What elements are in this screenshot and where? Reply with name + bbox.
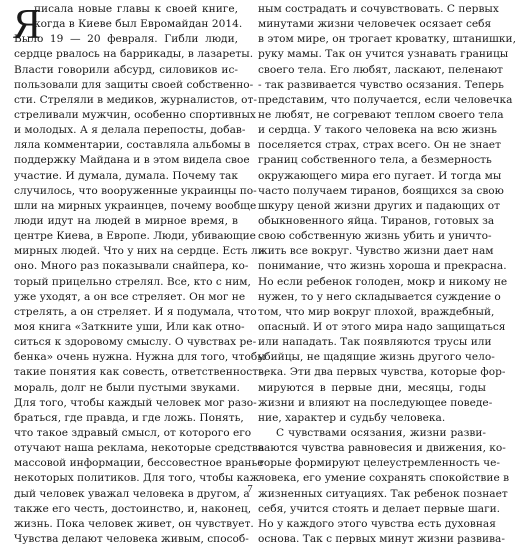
text-line: жизненных ситуациях. Так ребенок познает — [258, 487, 508, 500]
text-line: не любят, не согревают теплом своего тела — [258, 108, 504, 121]
text-line: Чувства делают человека живым, способ- — [14, 532, 249, 545]
text-line: жить все вокруг. Чувство жизни дает нам — [258, 245, 494, 258]
text-line: торые формируют целеустремленность че- — [258, 457, 500, 470]
text-line: убийцы, не щадящие жизнь другого чело- — [258, 351, 495, 364]
text-line: некоторых политиков. Для того, чтобы каж- — [14, 472, 263, 485]
text-line: С чувствами осязания, жизни разви- — [276, 426, 486, 439]
text-line: моя книга «Заткните уши, Или как отно- — [14, 320, 245, 333]
text-line: и сердца. У такого человека на всю жизнь — [258, 124, 497, 137]
text-line: том, что мир вокруг плохой, враждебный, — [258, 305, 495, 318]
text-line: такие понятия как совесть, ответственность, — [14, 366, 268, 379]
text-line: и молодых. А я делала перепосты, добав- — [14, 124, 246, 137]
text-line: - так развивается чувство осязания. Теперь — [258, 78, 504, 91]
left-column — [13, 2, 268, 547]
text-line: мораль, долг не были пустыми звуками. — [14, 381, 240, 394]
text-line: ловека, его умение сохранять спокойствие в — [258, 472, 510, 485]
text-line: себя, учится стоять и делает первые шаги. — [258, 502, 501, 515]
text-line: понимание, что жизнь хороша и прекрасна. — [258, 260, 507, 273]
text-line: отучают наша реклама, некоторые средства — [14, 442, 265, 455]
text-line: оно. Много раз показывали снайпера, ко- — [14, 260, 249, 273]
text-line: что такое здравый смысл, от которого его — [14, 426, 252, 439]
text-line: жизнь. Пока человек живет, он чувствует. — [14, 517, 254, 530]
text-line: мируются в первые дни, месяцы, годы — [258, 381, 486, 394]
text-line: люди идут на людей в мирное время, в — [14, 214, 238, 227]
text-line: ным сострадать и сочувствовать. С первых — [258, 3, 499, 15]
text-line: пользовали для защиты своей собственно- — [14, 78, 254, 91]
text-line: уже уходят, а он все стреляет. Он мог не — [14, 290, 246, 303]
text-line: Было 19 — 20 февраля. Гибли люди, — [14, 33, 238, 46]
text-line: писала новые главы к своей книге, — [34, 3, 238, 15]
right-column — [258, 2, 516, 547]
text-line: свою собственную жизнь убить и уничто- — [258, 230, 492, 243]
text-line: мирных людей. Что у них на сердце. Есть ли — [14, 245, 265, 258]
text-line: минутами жизни человечек осязает себя — [258, 18, 492, 31]
text-line: границ собственного тела, а безмерность — [258, 154, 492, 167]
text-line: в этом мире, он трогает кроватку, штанишки, — [258, 33, 516, 46]
text-line: опасный. И от этого мира надо защищаться — [258, 320, 506, 333]
text-line: или нападать. Так появляются трусы или — [258, 336, 492, 349]
text-line: дый человек уважал человека в другом, а — [14, 487, 250, 500]
text-line: поддержку Майдана и в этом видела свое — [14, 154, 250, 167]
text-line: века. Эти два первых чувства, которые фор- — [258, 366, 506, 379]
text-line: случилось, что вооруженные украинцы по- — [14, 184, 257, 197]
text-line: сердце рвалось на баррикады, в лазареты. — [14, 48, 254, 61]
text-line: бенка» очень нужна. Нужна для того, чтобы — [14, 351, 266, 364]
text-line: представим, что получается, если человечка — [258, 93, 513, 106]
text-line: своего тела. Его любят, ласкают, пеленают — [258, 63, 503, 76]
text-line: массовой информации, бессовестное вранье — [14, 457, 264, 470]
text-line: окружающего мира его пугает. И тогда мы — [258, 169, 502, 182]
text-line: нужен, то у него складывается суждение о — [258, 290, 501, 303]
text-line: поселяется страх, страх всего. Он не знает — [258, 139, 501, 152]
drop-cap: Я — [13, 2, 42, 48]
text-line: ние, характер и судьбу человека. — [258, 411, 446, 424]
text-line: Для того, чтобы каждый человек мог разо- — [14, 396, 257, 409]
text-line: Власти говорили абсурд, силовиков ис- — [14, 63, 238, 76]
text-line: стрелять, а он стреляет. И я подумала, что — [14, 305, 257, 318]
text-line: руку мамы. Так он учится узнавать границы — [258, 48, 509, 61]
text-line: когда в Киеве был Евромайдан 2014. — [34, 18, 243, 31]
text-line: шли на мирных украинцев, почему вообще — [14, 199, 257, 212]
text-line: Но у каждого этого чувства есть духовная — [258, 517, 496, 530]
text-line: шкуру ценой жизни других и падающих от — [258, 199, 500, 212]
text-line: ваются чувства равновесия и движения, ко- — [258, 442, 506, 455]
text-line: участие. И думала, думала. Почему так — [14, 169, 238, 182]
text-line: ляла комментарии, составляла альбомы в — [14, 139, 251, 152]
text-line: стреливали мужчин, особенно спортивных — [14, 108, 256, 121]
text-line: основа. Так с первых минут жизни развива- — [258, 532, 505, 545]
text-line: торый прицельно стрелял. Все, кто с ним, — [14, 275, 251, 288]
text-line: ситься к здоровому смыслу. О чувствах ре- — [14, 336, 257, 349]
text-line: Но если ребенок голоден, мокр и никому не — [258, 275, 508, 288]
text-line: жизни и влияют на последующее поведе- — [258, 396, 493, 409]
text-line: часто получаем тиранов, боящихся за свою — [258, 184, 504, 197]
text-line: обыкновенного яйца. Тиранов, готовых за — [258, 214, 495, 227]
text-line: также его честь, достоинство, и, наконец, — [14, 502, 252, 515]
text-line: сти. Стреляли в медиков, журналистов, от- — [14, 93, 257, 106]
text-line: браться, где правда, и где ложь. Понять, — [14, 411, 244, 424]
text-line: центре Киева, в Европе. Люди, убивающие — [14, 230, 256, 243]
page-number: 7 — [247, 484, 253, 495]
